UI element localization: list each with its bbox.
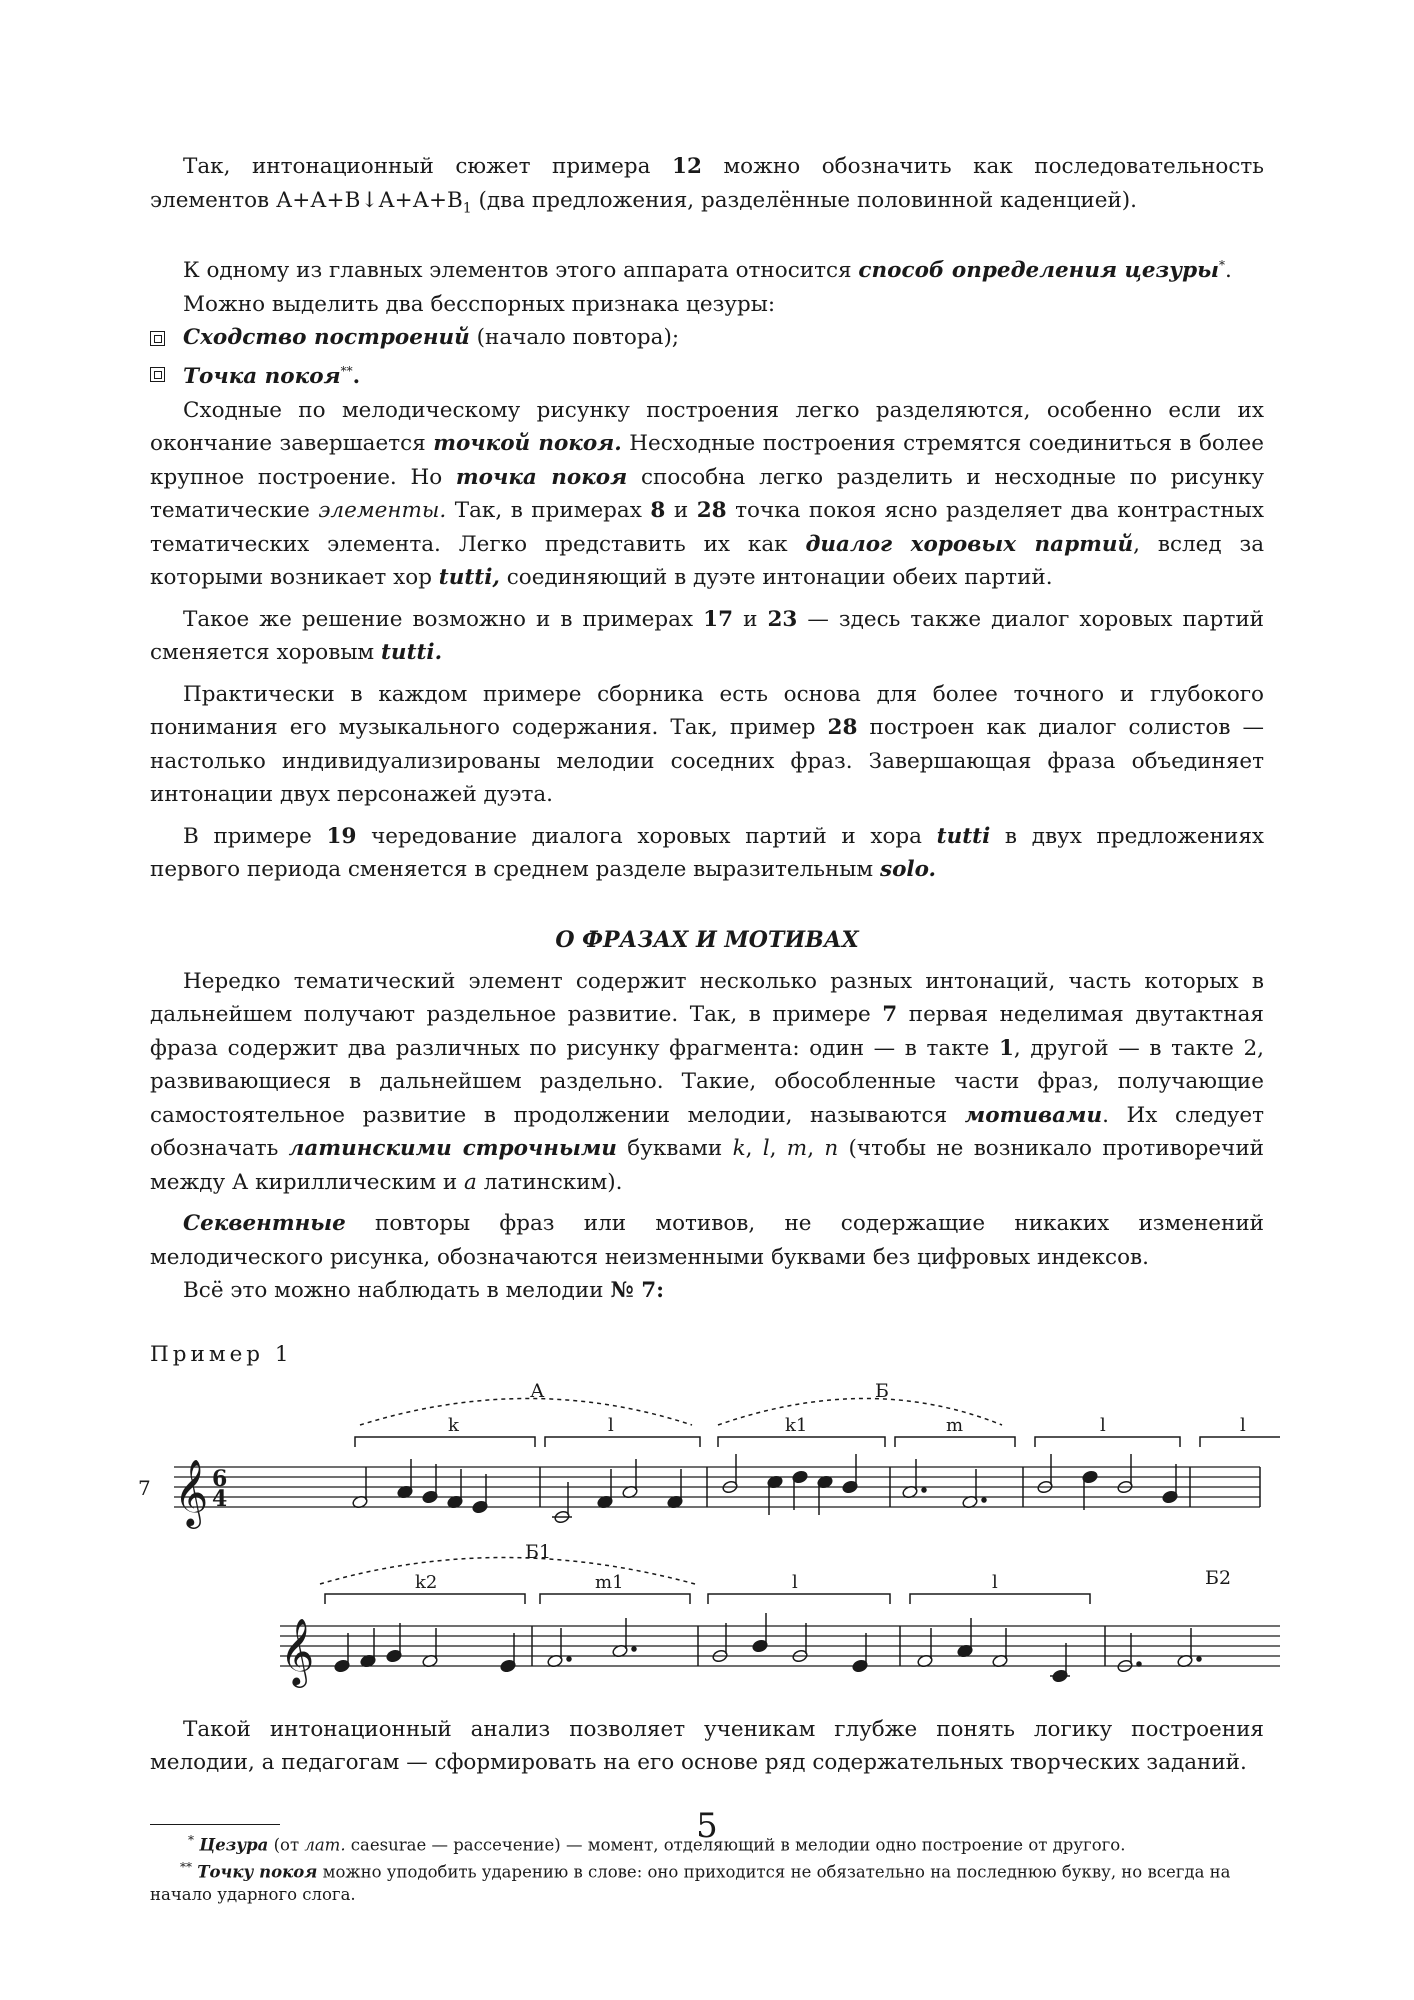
line-number: 7: [138, 1475, 151, 1500]
paragraph-9: Секвентные повторы фраз или мотивов, не содержащие никаких изменений мелодического рисунка, обозначаются неизменными буквами без цифровых индексов.: [150, 1211, 1264, 1270]
motif-bracket-l5: [910, 1594, 1090, 1604]
time-signature-top: 6: [212, 1465, 228, 1492]
page-number: 5: [696, 1806, 718, 1846]
phrase-label-b2: Б2: [1205, 1566, 1232, 1589]
motif-label-l5: l: [992, 1571, 998, 1593]
motif-bracket-l: [545, 1437, 700, 1447]
motif-bracket-m1: [540, 1594, 690, 1604]
footnote-1: * Цезура (от лат. caesurae — рассечение) — момент, отделяющий в мелодии одно построение от другого.: [188, 1832, 1126, 1855]
motif-label-k: k: [448, 1414, 459, 1436]
music-staff-row-2: [130, 1536, 1280, 1691]
page-body: [138, 150, 1265, 1906]
phrase-label-b: Б: [875, 1379, 889, 1402]
treble-clef-icon: 𝄞: [280, 1616, 315, 1685]
motif-bracket-m: [895, 1437, 1015, 1447]
motif-label-k2: k2: [415, 1571, 438, 1593]
motif-label-m1: m1: [595, 1571, 624, 1593]
music-staff-row-1: [130, 1367, 1280, 1532]
motif-label-l: l: [608, 1414, 614, 1436]
phrase-arc-a: [360, 1398, 692, 1425]
motif-bracket-l2: [1035, 1437, 1180, 1447]
paragraph-6: Практически в каждом примере сборника есть основа для более точного и глубокого понимания его музыкального содержания. Так, пример 28 построен как диалог солистов — настолько индивидуализированы мелодии соседних фраз. Завершающая фраза объединяет интонации двух персонажей дуэта.: [150, 681, 1264, 808]
paragraph-4: Сходные по мелодическому рисунку построения легко разделяются, особенно если их окончание завершается точкой покоя. Несходные построения стремятся соединиться в более крупное построение. Но точка покоя способна легко разделить и несходные по рисунку тематические элементы. Так, в примерах 8 и 28 точка покоя ясно разделяет два контрастных тематических элемента. Легко представить их как диалог хоровых партий, вслед за которыми возникает хор tutti, соединяющий в дуэте интонации обеих партий.: [150, 397, 1265, 591]
motif-bracket-k: [355, 1437, 535, 1447]
motif-label-l4: l: [792, 1571, 798, 1593]
paragraph-8: Нередко тематический элемент содержит несколько разных интонаций, часть которых в дальнейшем получают раздельное развитие. Так, в примере 7 первая неделимая двутактная фраза содержит два различных по рисунку фрагмента: один — в такте 1, другой — в такте 2, развивающиеся в дальнейшем раздельно. Такие, обособленные части фраз, получающие самостоятельное развитие в продолжении мелодии, называются мотивами. Их следует обозначать латинскими строчными буквами k, l, m, n (чтобы не возникало противоречий между А кириллическим и а латинским).: [150, 968, 1264, 1195]
treble-clef-icon: 𝄞: [174, 1457, 209, 1526]
example-label: Пример 1: [150, 1341, 293, 1367]
paragraph-11: Такой интонационный анализ позволяет ученикам глубже понять логику построения мелодии, а педагогам — сформировать на его основе ряд содержательных творческих заданий.: [150, 1716, 1264, 1776]
phrase-label-b1: Б1: [525, 1540, 552, 1563]
motif-bracket-l3: [1200, 1437, 1280, 1447]
paragraph-1: Так, интонационный сюжет примера 12 можно обозначить как последовательность элементов $А+А+В↓А+А+В_1$ (два предложения, разделённые половинной каденцией).: [150, 154, 1264, 216]
square-bullet-icon: [150, 331, 165, 346]
paragraph-10: Всё это можно наблюдать в мелодии № 7:: [183, 1278, 665, 1304]
phrase-label-a: А: [530, 1379, 545, 1402]
paragraph-7: В примере 19 чередование диалога хоровых партий и хора tutti в двух предложениях первого периода сменяется в среднем разделе выразительным solo.: [150, 823, 1265, 883]
bullet-item-rest-point: Точка покоя**.: [150, 355, 1264, 394]
section-heading: О ФРАЗАХ И МОТИВАХ: [555, 926, 859, 953]
motif-label-k1: k1: [785, 1414, 808, 1436]
paragraph-2: К одному из главных элементов этого аппарата относится способ определения цезуры*.: [183, 258, 1232, 284]
motif-bracket-k1: [718, 1437, 885, 1447]
paragraph-5: Такое же решение возможно и в примерах 17 и 23 — здесь также диалог хоровых партий сменяется хоровым tutti.: [150, 606, 1264, 666]
motif-label-l2: l: [1100, 1414, 1106, 1436]
paragraph-3: Можно выделить два бесспорных признака цезуры:: [183, 291, 776, 317]
motif-label-m: m: [946, 1414, 964, 1436]
time-signature-bottom: 4: [212, 1485, 228, 1512]
motif-label-l3: l: [1240, 1414, 1246, 1436]
motif-bracket-l4: [708, 1594, 890, 1604]
footnote-2: ** Точку покоя можно уподобить ударению в слове: оно приходится не обязательно на последнюю букву, но всегда на начало ударного слога.: [150, 1860, 1231, 1904]
bullet-item-similarity: Сходство построений (начало повтора);: [150, 321, 1264, 355]
phrase-arc-b1: [320, 1557, 695, 1584]
square-bullet-icon: [150, 367, 165, 382]
motif-bracket-k2: [325, 1594, 525, 1604]
